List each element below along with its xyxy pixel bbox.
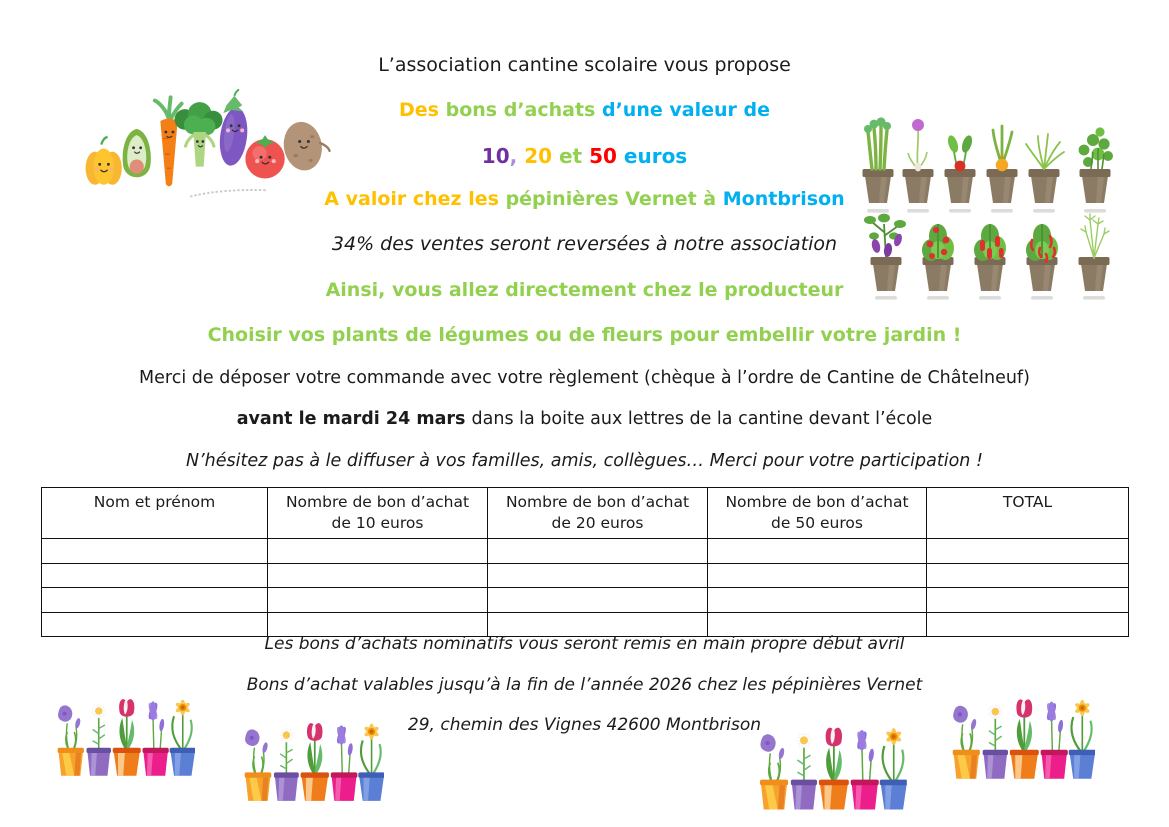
table-cell: [42, 612, 268, 637]
table-cell: [268, 539, 488, 564]
vegetables-illustration: [80, 58, 332, 206]
flower-pots-illustration: [757, 716, 907, 817]
table-header-cell: TOTAL: [927, 488, 1129, 539]
text-segment: avant le mardi 24 mars: [236, 409, 472, 429]
footer-remise-line: Les bons d’achats nominatifs vous seront remis en main propre début avril: [264, 634, 905, 654]
table-cell: [488, 563, 708, 588]
footer-adresse-line: 29, chemin des Vignes 42600 Montbrison: [407, 715, 762, 735]
table-cell: [927, 588, 1129, 613]
table-row: [42, 563, 1129, 588]
table-cell: [927, 539, 1129, 564]
table-cell: [42, 563, 268, 588]
table-cell: [268, 563, 488, 588]
table-cell: [708, 612, 927, 637]
percent-line: 34% des ventes seront reversées à notre association: [331, 233, 838, 255]
order-table-body: [42, 539, 1129, 637]
text-segment: 20: [524, 144, 553, 168]
text-segment: Montbrison: [722, 188, 845, 210]
table-row: [42, 612, 1129, 637]
text-segment: Des: [399, 99, 446, 121]
producteur-line: Ainsi, vous allez directement chez le producteur: [325, 279, 844, 301]
offer-line: [0, 99, 1169, 121]
table-cell: [927, 612, 1129, 637]
order-table: [41, 487, 1129, 637]
table-cell: [42, 588, 268, 613]
table-cell: [927, 563, 1129, 588]
table-cell: [42, 539, 268, 564]
text-segment: bons d’achats: [445, 99, 602, 121]
text-segment: ,: [509, 144, 525, 168]
table-cell: [708, 588, 927, 613]
text-segment: dans la boite aux lettres de la cantine devant l’école: [471, 409, 933, 429]
text-segment: 10: [481, 144, 510, 168]
text-segment: et: [552, 144, 590, 168]
table-cell: [708, 563, 927, 588]
order-table-head: [42, 488, 1129, 539]
table-cell: [268, 588, 488, 613]
text-segment: 50: [589, 144, 617, 168]
title-line: L’association cantine scolaire vous propose: [378, 54, 791, 76]
valoir-line: [0, 188, 1169, 210]
avant-line: [0, 409, 1169, 429]
flower-pots-illustration: [55, 688, 195, 783]
text-segment: euros: [616, 144, 688, 168]
table-header-row: [42, 488, 1129, 539]
table-row: [42, 588, 1129, 613]
table-cell: [708, 539, 927, 564]
footer-validite-line: Bons d’achat valables jusqu’à la fin de l’année 2026 chez les pépinières Vernet: [246, 675, 923, 695]
table-cell: [488, 539, 708, 564]
merci-line: Merci de déposer votre commande avec votre règlement (chèque à l’ordre de Cantine de Châtelneuf): [139, 368, 1030, 388]
table-cell: [488, 612, 708, 637]
text-segment: A valoir chez les: [324, 188, 506, 210]
table-cell: [488, 588, 708, 613]
table-header-cell: Nombre de bon d’achat de 50 euros: [708, 488, 927, 539]
table-row: [42, 539, 1129, 564]
choisir-line: Choisir vos plants de légumes ou de fleurs pour embellir votre jardin !: [207, 324, 962, 346]
table-header-cell: Nombre de bon d’achat de 10 euros: [268, 488, 488, 539]
values-line: [0, 144, 1169, 168]
table-header-cell: Nombre de bon d’achat de 20 euros: [488, 488, 708, 539]
table-cell: [268, 612, 488, 637]
text-segment: pépinières Vernet à: [505, 188, 723, 210]
diffuser-line: N’hésitez pas à le diffuser à vos familles, amis, collègues… Merci pour votre participation !: [186, 451, 983, 471]
flower-pots-illustration: [950, 688, 1095, 786]
table-header-cell: Nom et prénom: [42, 488, 268, 539]
flower-pots-illustration: [242, 712, 384, 808]
text-segment: d’une valeur de: [601, 99, 770, 121]
